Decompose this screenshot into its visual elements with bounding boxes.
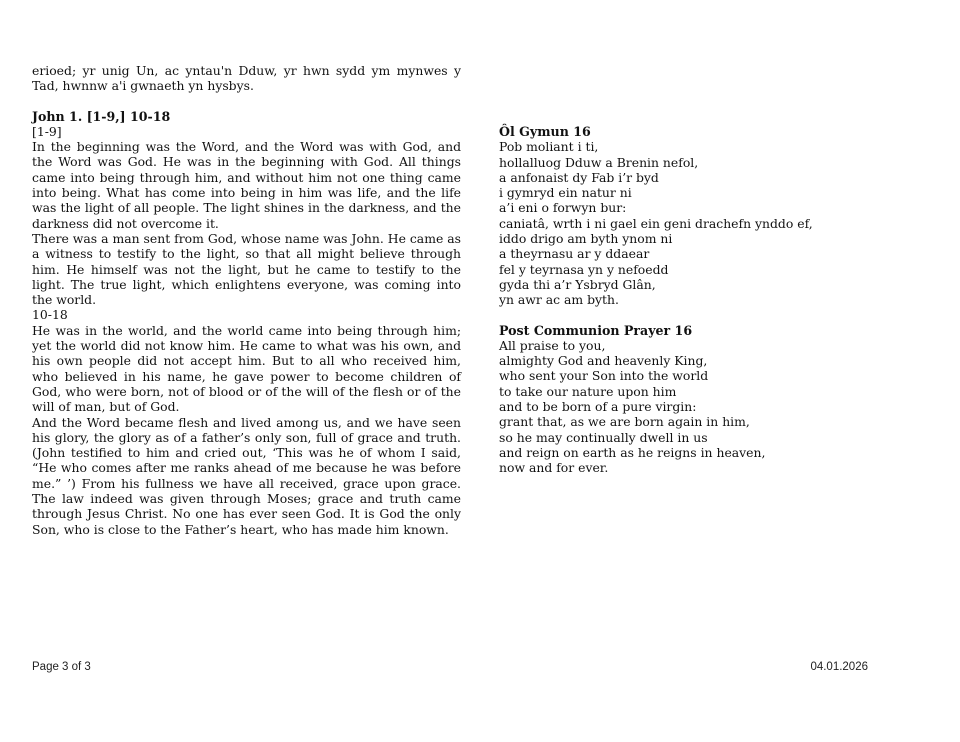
- spacer: [32, 94, 461, 109]
- prayer-line: who sent your Son into the world: [499, 368, 709, 384]
- prayer-line: iddo drigo am byth ynom ni: [499, 231, 673, 247]
- left-column: [32, 63, 461, 537]
- welsh-prayer-heading: Ôl Gymun 16: [499, 124, 591, 139]
- reading-paragraph: He was in the world, and the world came into being through him; yet the world did not know him. He came to what was his own, and his own people did not accept him. But to all who received him, who believed in his name, he gave power to become children of God, who were born, not of blood or of the will of the flesh or of the will of man, but of God.: [32, 322, 461, 415]
- prayer-line: and reign on earth as he reigns in heaven,: [499, 444, 766, 460]
- right-column: [499, 124, 919, 476]
- prayer-line: hollalluog Dduw a Brenin nefol,: [499, 154, 699, 170]
- prayer-line: i gymryd ein natur ni: [499, 185, 632, 201]
- prayer-line: so he may continually dwell in us: [499, 429, 708, 445]
- reading-heading: John 1. [1-9,] 10-18: [32, 108, 171, 124]
- prayer-line: to take our nature upon him: [499, 383, 677, 399]
- welsh-prayer-text: [499, 139, 919, 307]
- prayer-line: and to be born of a pure virgin:: [499, 399, 697, 415]
- prayer-line: caniatâ, wrth i ni gael ein geni drachefn ynddo ef,: [499, 215, 813, 231]
- page-number: Page 3 of 3: [32, 661, 91, 673]
- prayer-line: Pob moliant i ti,: [499, 139, 599, 155]
- prayer-line: yn awr ac am byth.: [499, 292, 619, 308]
- english-prayer-heading: Post Communion Prayer 16: [499, 322, 693, 338]
- prayer-line: now and for ever.: [499, 460, 609, 476]
- prayer-line: a anfonaist dy Fab i’r byd: [499, 169, 659, 185]
- prayer-line: fel y teyrnasa yn y nefoedd: [499, 261, 669, 277]
- intro-text: erioed; yr unig Un, ac yntau'n Dduw, yr hwn sydd ym mynwes y Tad, hwnnw a'i gwnaeth yn hysbys.: [32, 63, 461, 94]
- spacer: [499, 308, 919, 323]
- reading-paragraph: And the Word became flesh and lived among us, and we have seen his glory, the glory as of a father’s only son, full of grace and truth. (John testified to him and cried out, ‘This was he of whom I said, “He who comes after me ranks ahead of me because he was before me.” ’) From his fullness we have all received, grace upon grace. The law indeed was given through Moses; grace and truth came through Jesus Christ. No one has ever seen God. It is God the only Son, who is close to the Father’s heart, who has made him known.: [32, 414, 461, 537]
- reading-paragraph: In the beginning was the Word, and the Word was with God, and the Word was God. He was in the beginning with God. All things came into being through him, and without him not one thing came into being. What has come into being in him was life, and the life was the light of all people. The light shines in the darkness, and the darkness did not overcome it.: [32, 139, 461, 231]
- prayer-line: All praise to you,: [499, 337, 606, 353]
- footer-date: 04.01.2026: [810, 661, 868, 673]
- section-label: 10-18: [32, 307, 68, 323]
- prayer-line: a theyrnasu ar y ddaear: [499, 246, 650, 262]
- prayer-line: a’i eni o forwyn bur:: [499, 200, 627, 216]
- reading-paragraph: There was a man sent from God, whose name was John. He came as a witness to testify to the light, so that all might believe through him. He himself was not the light, but he came to testify to the light. The true light, which enlightens everyone, was coming into the world.: [32, 230, 461, 308]
- prayer-line: almighty God and heavenly King,: [499, 353, 708, 369]
- section-label: [1-9]: [32, 123, 62, 139]
- english-prayer-text: [499, 338, 919, 476]
- prayer-line: gyda thi a’r Ysbryd Glân,: [499, 276, 656, 292]
- prayer-line: grant that, as we are born again in him,: [499, 414, 750, 430]
